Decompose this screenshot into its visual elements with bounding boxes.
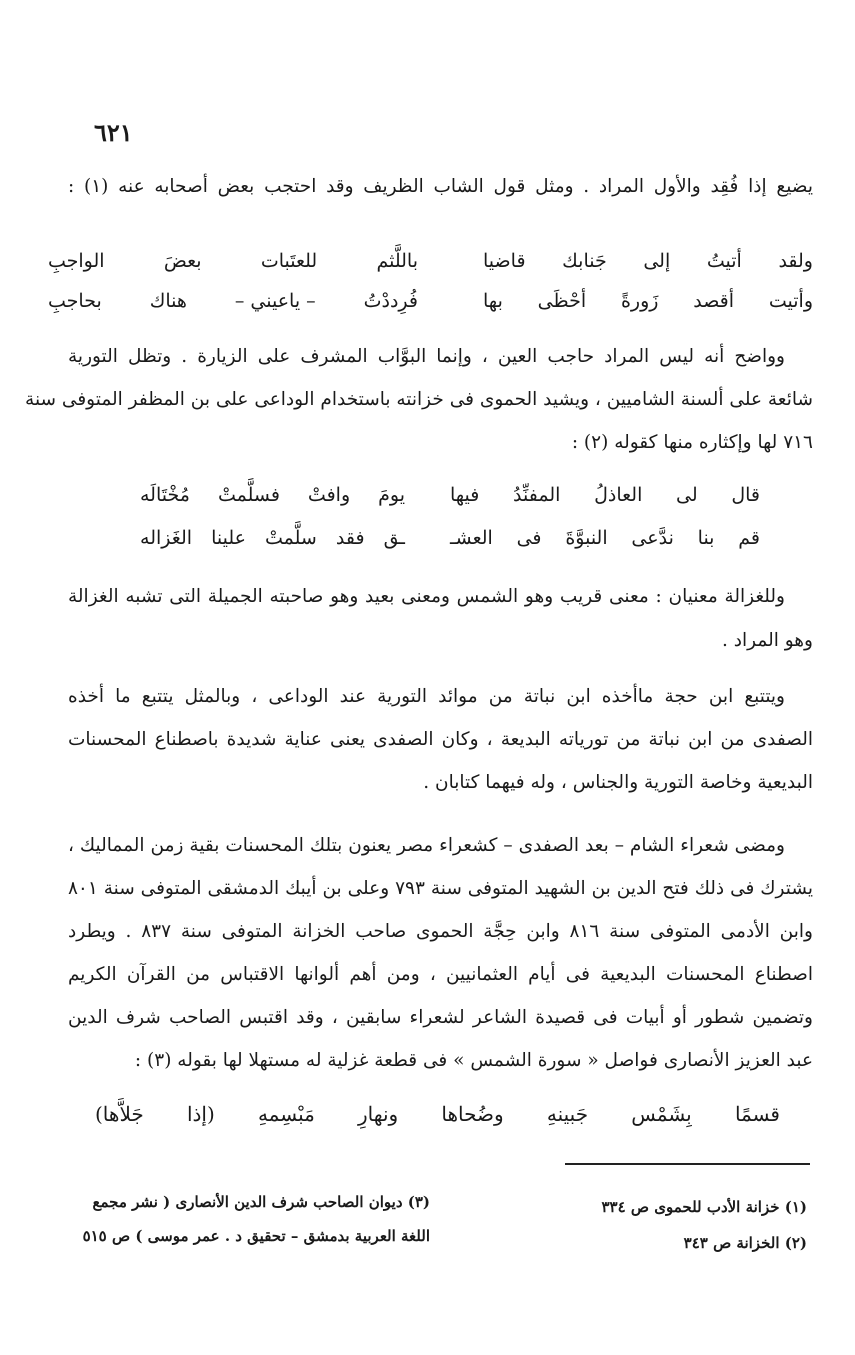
verse-word: جَبينهِ [546, 1102, 589, 1126]
verse-word: هناك [149, 290, 187, 312]
verse-word: وأتيت [768, 290, 813, 312]
verse-word: زَورةً [620, 290, 659, 312]
verse-word: فيها [450, 484, 480, 506]
verse-word: بِشَمْس [631, 1102, 692, 1126]
paragraph-3-line-1: وللغزالة معنيان : معنى قريب وهو الشمس ومعنى بعيد وهو صاحبته الجميلة التى تشبه الغزالة [68, 586, 785, 607]
verse-word: فى [516, 527, 542, 549]
paragraph-1: يضيع إذا فُقِد والأول المراد . ومثل قول الشاب الظريف وقد احتجب بعض أصحابه عنه (١) : [68, 176, 813, 197]
verse-word: قم [738, 527, 760, 549]
verse-word: يومَ [378, 484, 405, 506]
verse3-line [95, 1102, 780, 1126]
verse-word: إلى [643, 250, 671, 272]
verse-word: أحْظَى [537, 290, 587, 312]
verse-word: وضُحاها [441, 1102, 504, 1126]
verse-word: بنا [697, 527, 715, 549]
verse-word: (إذا [186, 1102, 215, 1126]
verse-word: أتيتُ [706, 250, 742, 272]
verse-word: وافتْ [307, 484, 351, 506]
footnote-3-line-1: (٣) ديوان الصاحب شرف الدين الأنصارى ( نشر مجمع [92, 1193, 430, 1211]
verse1-line1 [42, 250, 813, 272]
verse-word: بها [483, 290, 503, 312]
verse-word: مُخْتَالَه [140, 484, 190, 506]
paragraph-5-line-2: يشترك فى ذلك فتح الدين بن الشهيد المتوفى سنة ٧٩٣ وعلى بن أيبك الدمشقى المتوفى سنة ٨٠١ [68, 878, 813, 899]
footnote-1: (١) خزانة الأدب للحموى ص ٣٣٤ [601, 1198, 807, 1216]
verse2-line2-second-hemistich [140, 527, 405, 549]
verse-word: العاذلُ [594, 484, 643, 506]
verse-word: أقصد [693, 290, 735, 312]
verse-word: قال [731, 484, 760, 506]
verse3-hemistichs [95, 1102, 780, 1126]
paragraph-5-line-5: وتضمين شطور أو أبيات فى قصيدة الشاعر لشعراء سابقين ، وقد اقتبس الصاحب شرف الدين [68, 1007, 813, 1028]
verse-word: فقد [335, 527, 365, 549]
verse-word: قاضيا [483, 250, 526, 272]
verse-word: ـق [383, 527, 405, 549]
paragraph-5-line-6: عبد العزيز الأنصارى فواصل « سورة الشمس » فى قطعة غزلية له مستهلا لها بقوله (٣) : [134, 1050, 813, 1071]
verse-word: الغَزاله [140, 527, 193, 549]
verse2-line1-second-hemistich [140, 484, 405, 506]
verse1-line1-first-hemistich [483, 250, 813, 272]
paragraph-5-line-3: وابن الأدمى المتوفى سنة ٨١٦ وابن حِجَّة الحموى صاحب الخزانة المتوفى سنة ٨٣٧ . ويطرد [68, 921, 813, 942]
verse-word: علينا [211, 527, 246, 549]
verse-word: النبوَّةَ [565, 527, 608, 549]
verse-word: جَنابك [562, 250, 607, 272]
verse-word: ندَّعى [631, 527, 674, 549]
paragraph-3-line-2: وهو المراد . [722, 630, 813, 651]
verse-word: العشـ [450, 527, 493, 549]
verse-word: بعضَ [163, 250, 202, 272]
verse-word: – ياعيني – [234, 290, 316, 312]
verse2-line1 [70, 484, 760, 506]
verse-word: ولقد [778, 250, 813, 272]
verse-word: قسمًا [734, 1102, 780, 1126]
footnote-divider [565, 1163, 810, 1165]
verse1-line1-second-hemistich [48, 250, 418, 272]
verse1-line2 [42, 290, 813, 312]
verse2-line1-first-hemistich [450, 484, 760, 506]
paragraph-4-line-2: الصفدى من ابن نباتة من تورياته البديعة ، وكان الصفدى يعنى عناية شديدة باصطناع المحسنات [68, 729, 813, 750]
verse1-line2-second-hemistich [48, 290, 418, 312]
verse-word: لى [676, 484, 698, 506]
verse-word: الواجبِ [48, 250, 105, 272]
verse-word: سلَّمتْ [264, 527, 317, 549]
verse-word: مَبْسِمهِ [257, 1102, 315, 1126]
verse-word: ونهارِ [358, 1102, 399, 1126]
verse1-line2-first-hemistich [483, 290, 813, 312]
verse-word: بحاجبِ [48, 290, 102, 312]
verse2-line2-first-hemistich [450, 527, 760, 549]
verse-word: فُرِددْتُ [363, 290, 418, 312]
verse-word: للعتَبات [260, 250, 318, 272]
verse-word: جَلاَّها) [95, 1102, 144, 1126]
paragraph-5-line-1: ومضى شعراء الشام – بعد الصفدى – كشعراء مصر يعنون بتلك المحسنات بقية زمن المماليك ، [68, 835, 785, 856]
paragraph-4-line-1: ويتتبع ابن حجة ماأخذه ابن نباتة من موائد التورية عند الوداعى ، وبالمثل يتتبع ما أخذه [68, 686, 785, 707]
verse-word: المفنِّدُ [513, 484, 561, 506]
verse2-line2 [70, 527, 760, 549]
footnote-2: (٢) الخزانة ص ٣٤٣ [683, 1234, 807, 1252]
verse-word: باللَّثم [376, 250, 418, 272]
paragraph-4-line-3: البديعية وخاصة التورية والجناس ، وله فيهما كتابان . [423, 772, 813, 793]
page-number: ٦٢١ [94, 118, 133, 147]
paragraph-2-line-1: وواضح أنه ليس المراد حاجب العين ، وإنما البوَّاب المشرف على الزيارة . وتظل التورية [68, 346, 785, 367]
footnote-3-line-2: اللغة العربية بدمشق – تحقيق د . عمر موسى ) ص ٥١٥ [82, 1227, 430, 1245]
paragraph-2-line-2: شائعة على ألسنة الشاميين ، ويشيد الحموى فى خزانته باستخدام الوداعى على بن المظفر المتوفى سنة [25, 389, 813, 410]
paragraph-2-line-3: ٧١٦ لها وإكثاره منها كقوله (٢) : [571, 432, 813, 453]
verse-word: فسلَّمتْ [217, 484, 280, 506]
paragraph-5-line-4: اصطناع المحسنات البديعية فى أيام العثمانيين ، ومن أهم ألوانها الاقتباس من القرآن الكريم [68, 964, 813, 985]
